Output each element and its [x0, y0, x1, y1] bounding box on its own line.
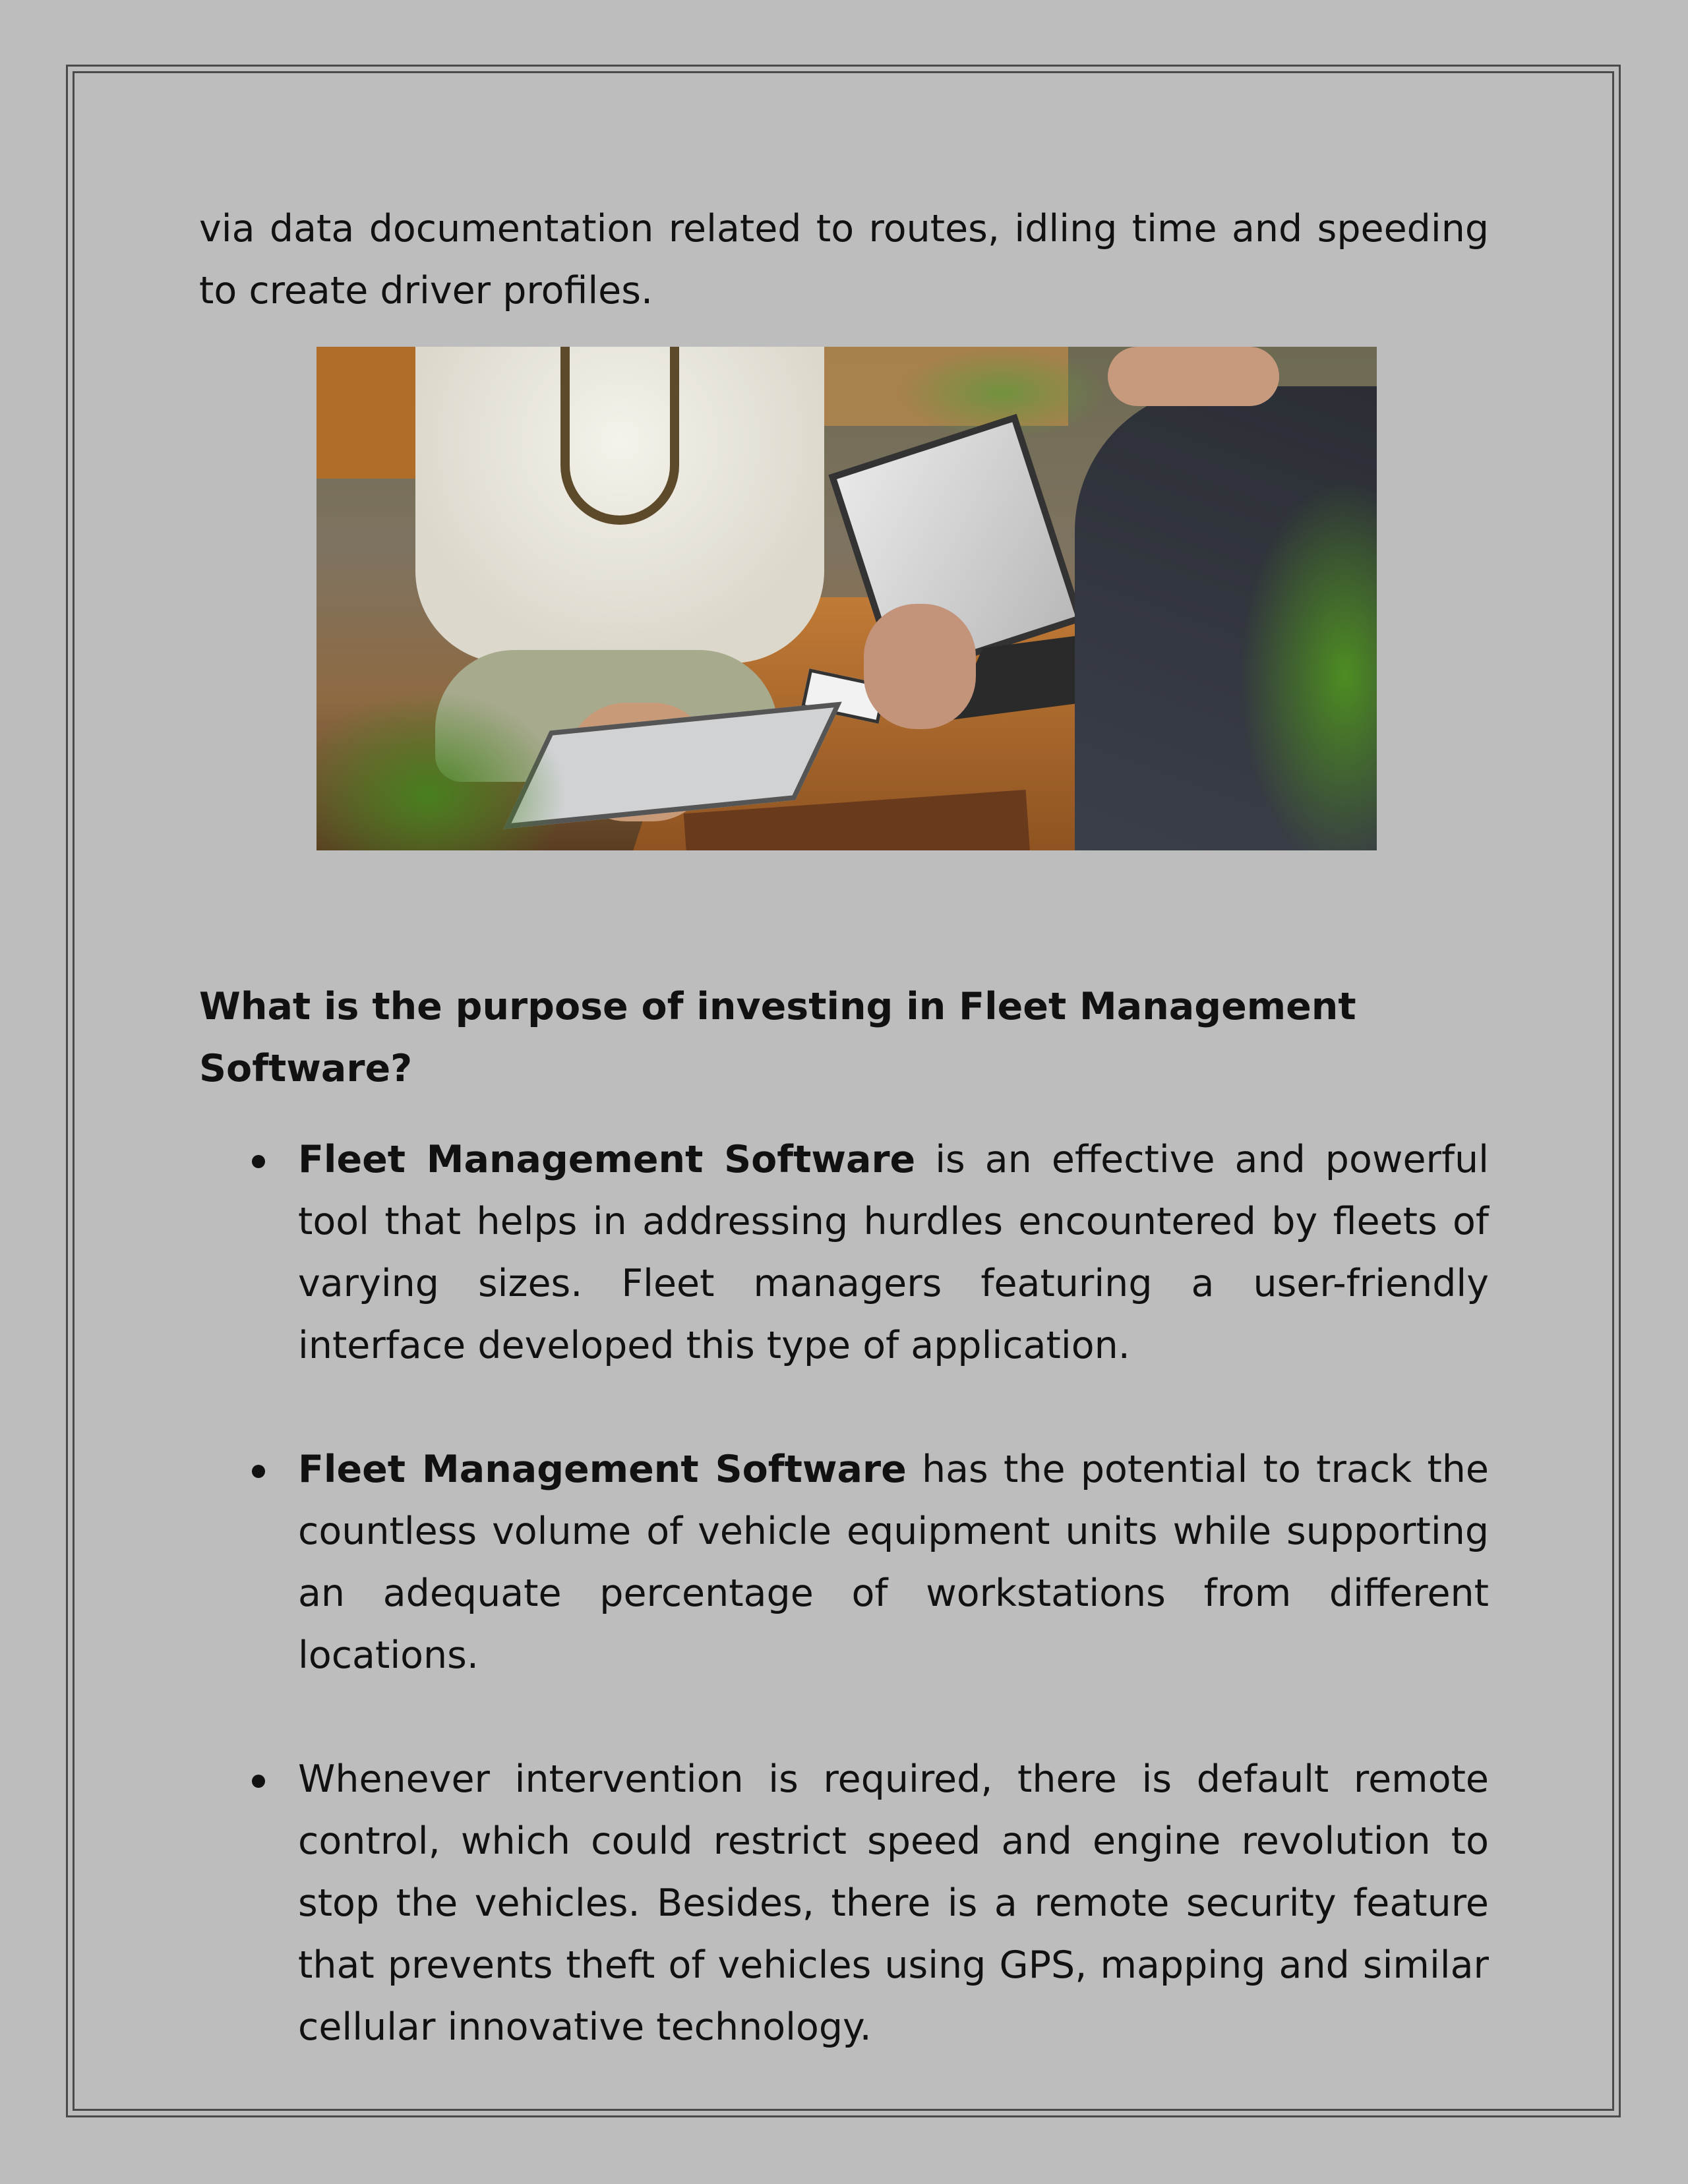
- bullet-icon: [252, 1465, 265, 1478]
- list-item-text: [298, 1129, 1489, 1376]
- photo-foliage-right: [1240, 479, 1377, 850]
- photo-necklace: [560, 347, 679, 525]
- photo-man-hand: [1108, 347, 1279, 406]
- list-item-text: [298, 1748, 1489, 2058]
- photo-foliage-left: [316, 690, 567, 850]
- bullet-list: [199, 1129, 1489, 2058]
- list-item: [199, 1129, 1489, 1376]
- list-item-bold: Fleet Management Software: [298, 1448, 907, 1491]
- list-item-body: Whenever intervention is required, there is default remote control, which could restrict speed and engine revolution to stop the vehicles. Besides, there is a remote security feature that prevents theft of vehicles using GPS, mapping and similar cellular innovative technology.: [298, 1757, 1489, 2049]
- list-item-body: has the potential to track the countless volume of vehicle equipment units while supporting an adequate percentage of workstations from different locations.: [298, 1448, 1489, 1677]
- list-item-text: [298, 1438, 1489, 1686]
- section-heading: What is the purpose of investing in Fleet Management Software?: [199, 985, 1356, 1090]
- list-item: [199, 1748, 1489, 2058]
- list-item-body: is an effective and powerful tool that helps in addressing hurdles encountered by fleets of varying sizes. Fleet managers featuring a user-friendly interface developed this type of application.: [298, 1138, 1489, 1367]
- bullet-icon: [252, 1155, 265, 1168]
- document-content: [199, 198, 1489, 2058]
- list-item: [199, 1438, 1489, 1686]
- photo-hand-pointing: [864, 604, 976, 729]
- list-item-bold: Fleet Management Software: [298, 1138, 916, 1181]
- intro-paragraph: via data documentation related to routes, idling time and speeding to create driver profiles.: [199, 207, 1489, 312]
- bullet-icon: [252, 1775, 265, 1788]
- meeting-photo: [316, 347, 1377, 850]
